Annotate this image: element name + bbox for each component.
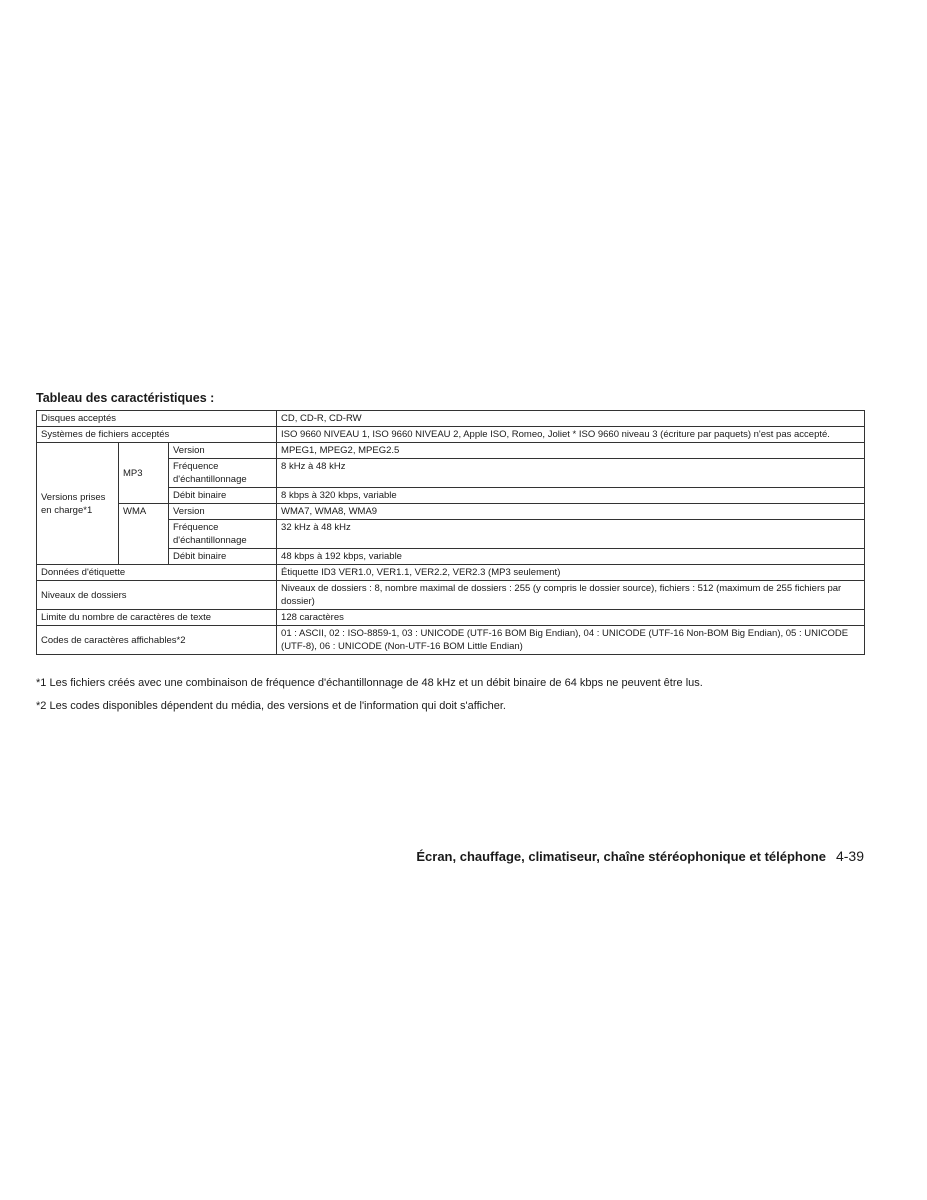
- row-sublabel: Fréquence d'échantillonnage: [169, 520, 277, 549]
- row-sublabel: Fréquence d'échantillonnage: [169, 459, 277, 488]
- row-label: Codes de caractères affichables*2: [37, 626, 277, 655]
- row-value: ISO 9660 NIVEAU 1, ISO 9660 NIVEAU 2, Apple ISO, Romeo, Joliet * ISO 9660 niveau 3 (écriture par paquets) n'est pas accepté.: [277, 427, 865, 443]
- table-row: [37, 427, 865, 443]
- row-value: CD, CD-R, CD-RW: [277, 411, 865, 427]
- row-value: 01 : ASCII, 02 : ISO-8859-1, 03 : UNICODE (UTF-16 BOM Big Endian), 04 : UNICODE (UTF-16 Non-BOM Big Endian), 05 : UNICODE (UTF-8), 06 : UNICODE (Non-UTF-16 BOM Little Endian): [277, 626, 865, 655]
- row-value: 128 caractères: [277, 610, 865, 626]
- page-footer: [416, 848, 864, 864]
- row-label: Systèmes de fichiers acceptés: [37, 427, 277, 443]
- row-label: Disques acceptés: [37, 411, 277, 427]
- mp3-label: MP3: [119, 443, 169, 504]
- row-sublabel: Débit binaire: [169, 488, 277, 504]
- row-value: 48 kbps à 192 kbps, variable: [277, 549, 865, 565]
- section-title: Tableau des caractéristiques :: [36, 391, 215, 405]
- row-label: Niveaux de dossiers: [37, 581, 277, 610]
- row-value: 8 kHz à 48 kHz: [277, 459, 865, 488]
- page-number: 4-39: [835, 848, 864, 864]
- chapter-title: Écran, chauffage, climatiseur, chaîne stéréophonique et téléphone: [416, 849, 826, 864]
- row-sublabel: Débit binaire: [169, 549, 277, 565]
- row-sublabel: Version: [169, 504, 277, 520]
- table-row: [37, 411, 865, 427]
- row-label: Limite du nombre de caractères de texte: [37, 610, 277, 626]
- row-value: Étiquette ID3 VER1.0, VER1.1, VER2.2, VER2.3 (MP3 seulement): [277, 565, 865, 581]
- footnote-1: *1 Les fichiers créés avec une combinaison de fréquence d'échantillonnage de 48 kHz et un débit binaire de 64 kbps ne peuvent être lus.: [36, 677, 703, 689]
- footnote-2: *2 Les codes disponibles dépendent du média, des versions et de l'information qui doit s'afficher.: [36, 700, 506, 712]
- table-row: [37, 610, 865, 626]
- row-label: Données d'étiquette: [37, 565, 277, 581]
- table-row: [37, 504, 865, 520]
- row-value: 8 kbps à 320 kbps, variable: [277, 488, 865, 504]
- row-value: MPEG1, MPEG2, MPEG2.5: [277, 443, 865, 459]
- table-row: [37, 565, 865, 581]
- row-value: 32 kHz à 48 kHz: [277, 520, 865, 549]
- row-value: WMA7, WMA8, WMA9: [277, 504, 865, 520]
- table-row: [37, 581, 865, 610]
- table-row: [37, 443, 865, 459]
- table-row: [37, 626, 865, 655]
- specifications-table: [36, 410, 865, 655]
- row-sublabel: Version: [169, 443, 277, 459]
- row-value: Niveaux de dossiers : 8, nombre maximal de dossiers : 255 (y compris le dossier source), fichiers : 512 (maximum de 255 fichiers par dossier): [277, 581, 865, 610]
- versions-label: Versions prises en charge*1: [37, 443, 119, 565]
- wma-label: WMA: [119, 504, 169, 565]
